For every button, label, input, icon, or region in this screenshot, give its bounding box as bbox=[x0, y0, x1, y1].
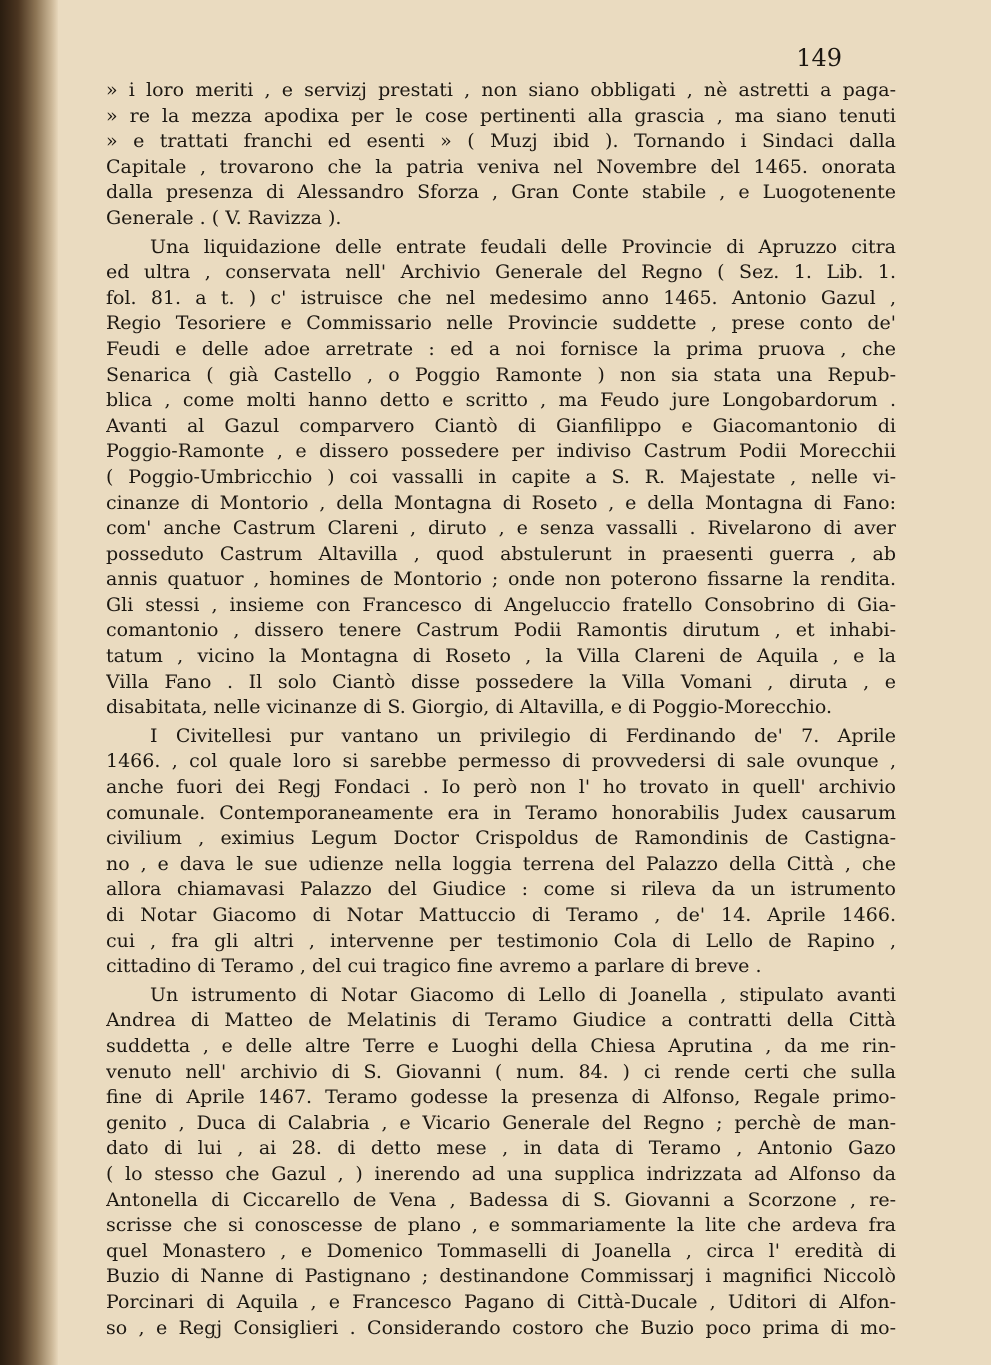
text-line: Senarica ( già Castello , o Poggio Ramonte ) non sia stata una Repub- bbox=[106, 363, 896, 386]
text-line: disabitata, nelle vicinanze di S. Giorgio, di Altavilla, e di Poggio-Morecchio. bbox=[106, 696, 832, 719]
body-text bbox=[106, 78, 896, 1341]
text-line: annis quatuor , homines de Montorio ; onde non poterono fissarne la rendita. bbox=[106, 568, 896, 591]
text-line: Feudi e delle adoe arretrate : ed a noi fornisce la prima pruova , che bbox=[106, 337, 896, 360]
text-line: no , e dava le sue udienze nella loggia terrena del Palazzo della Città , che bbox=[106, 852, 896, 875]
text-line: Regio Tesoriere e Commissario nelle Provincie suddette , prese conto de' bbox=[106, 312, 896, 335]
text-line: ( Poggio-Umbricchio ) coi vassalli in capite a S. R. Majestate , nelle vi- bbox=[106, 465, 896, 488]
text-line: » e trattati franchi ed esenti » ( Muzj ibid ). Tornando i Sindaci dalla bbox=[106, 130, 896, 153]
text-line: Generale . ( V. Ravizza ). bbox=[106, 206, 342, 229]
text-line: 1466. , col quale loro si sarebbe permesso di provvedersi di sale ovunque , bbox=[106, 750, 896, 773]
text-line: Buzio di Nanne di Pastignano ; destinandone Commissarj i magnifici Niccolò bbox=[106, 1265, 896, 1288]
text-line: cui , fra gli altri , intervenne per testimonio Cola di Lello de Rapino , bbox=[106, 929, 896, 952]
text-line: blica , come molti hanno detto e scritto , ma Feudo jure Longobardorum . bbox=[106, 389, 896, 412]
text-line: com' anche Castrum Clareni , diruto , e senza vassalli . Rivelarono di aver bbox=[106, 517, 896, 540]
text-line: suddetta , e delle altre Terre e Luoghi della Chiesa Aprutina , da me rin- bbox=[106, 1034, 896, 1057]
text-line: Capitale , trovarono che la patria veniva nel Novembre del 1465. onorata bbox=[106, 155, 896, 178]
book-spine-shadow bbox=[0, 0, 58, 1365]
text-line: genito , Duca di Calabria , e Vicario Generale del Regno ; perchè de man- bbox=[106, 1111, 896, 1134]
text-line: Andrea di Matteo de Melatinis di Teramo Giudice a contratti della Città bbox=[106, 1009, 896, 1032]
text-line: ed ultra , conservata nell' Archivio Generale del Regno ( Sez. 1. Lib. 1. bbox=[106, 261, 896, 284]
text-line: comantonio , dissero tenere Castrum Podii Ramontis dirutum , et inhabi- bbox=[106, 619, 896, 642]
text-line: Avanti al Gazul comparvero Ciantò di Gianfilippo e Giacomantonio di bbox=[106, 414, 896, 437]
text-line: comunale. Contemporaneamente era in Teramo honorabilis Judex causarum bbox=[106, 801, 896, 824]
text-line: Porcinari di Aquila , e Francesco Pagano di Città-Ducale , Uditori di Alfon- bbox=[106, 1290, 896, 1313]
text-line: » re la mezza apodixa per le cose pertinenti alla grascia , ma siano tenuti bbox=[106, 104, 896, 127]
text-line: so , e Regj Consiglieri . Considerando costoro che Buzio poco prima di mo- bbox=[106, 1316, 896, 1339]
text-line: I Civitellesi pur vantano un privilegio di Ferdinando de' 7. Aprile bbox=[150, 724, 896, 747]
text-line: Poggio-Ramonte , e dissero possedere per indiviso Castrum Podii Morecchii bbox=[106, 440, 896, 463]
text-line: allora chiamavasi Palazzo del Giudice : come si rileva da un istrumento bbox=[106, 878, 896, 901]
text-line: di Notar Giacomo di Notar Mattuccio di Teramo , de' 14. Aprile 1466. bbox=[106, 904, 896, 926]
page-number: 149 bbox=[796, 44, 842, 72]
text-line: Gli stessi , insieme con Francesco di Angeluccio fratello Consobrino di Gia- bbox=[106, 593, 896, 616]
text-line: cinanze di Montorio , della Montagna di Roseto , e della Montagna di Fano: bbox=[106, 491, 896, 514]
text-line: Una liquidazione delle entrate feudali delle Provincie di Apruzzo citra bbox=[150, 235, 896, 258]
text-line: quel Monastero , e Domenico Tommaselli di Joanella , circa l' eredità di bbox=[106, 1239, 896, 1262]
text-line: scrisse che si conoscesse de plano , e sommariamente la lite che ardeva fra bbox=[106, 1214, 896, 1237]
text-line: fol. 81. a t. ) c' istruisce che nel medesimo anno 1465. Antonio Gazul , bbox=[106, 286, 896, 309]
text-line: fine di Aprile 1467. Teramo godesse la presenza di Alfonso, Regale primo- bbox=[106, 1086, 896, 1109]
text-line: dato di lui , ai 28. di detto mese , in data di Teramo , Antonio Gazo bbox=[106, 1137, 896, 1160]
text-line: civilium , eximius Legum Doctor Crispoldus de Ramondinis de Castigna- bbox=[106, 827, 896, 850]
text-line: Villa Fano . Il solo Ciantò disse possedere la Villa Vomani , diruta , e bbox=[106, 670, 896, 693]
text-line: tatum , vicino la Montagna di Roseto , la Villa Clareni de Aquila , e la bbox=[106, 645, 896, 668]
text-line: venuto nell' archivio di S. Giovanni ( num. 84. ) ci rende certi che sulla bbox=[106, 1060, 896, 1083]
text-line: Un istrumento di Notar Giacomo di Lello di Joanella , stipulato avanti bbox=[150, 983, 896, 1006]
text-line: ( lo stesso che Gazul , ) inerendo ad una supplica indrizzata ad Alfonso da bbox=[106, 1162, 896, 1185]
text-line: posseduto Castrum Altavilla , quod abstulerunt in praesenti guerra , ab bbox=[106, 542, 896, 565]
text-line: » i loro meriti , e servizj prestati , non siano obbligati , nè astretti a paga- bbox=[106, 79, 896, 101]
text-line: anche fuori dei Regj Fondaci . Io però non l' ho trovato in quell' archivio bbox=[106, 776, 896, 799]
text-line: Antonella di Ciccarello de Vena , Badessa di S. Giovanni a Scorzone , re- bbox=[106, 1188, 896, 1211]
text-line: cittadino di Teramo , del cui tragico fine avremo a parlare di breve . bbox=[106, 955, 762, 978]
text-line: dalla presenza di Alessandro Sforza , Gran Conte stabile , e Luogotenente bbox=[106, 181, 896, 204]
